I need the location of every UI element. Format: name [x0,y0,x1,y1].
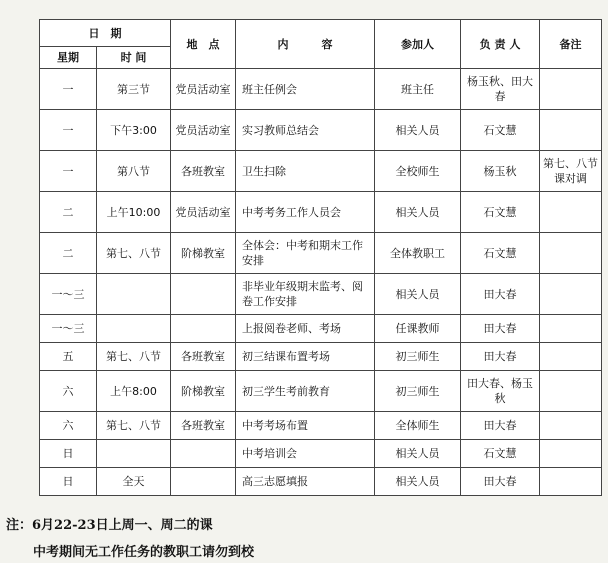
cell-location [171,274,236,315]
cell-content: 班主任例会 [236,69,375,110]
table-row [40,371,602,412]
cell-weekday: 日 [40,468,97,496]
cell-responsible: 田大春 [461,343,540,371]
schedule-table-body [40,20,602,496]
cell-remarks [540,233,602,274]
cell-time: 上午8:00 [97,371,171,412]
cell-remarks [540,192,602,233]
header-time: 时 间 [97,47,171,69]
table-row [40,151,602,192]
cell-weekday: 一 [40,151,97,192]
cell-location [171,440,236,468]
cell-time: 上午10:00 [97,192,171,233]
cell-weekday: 日 [40,440,97,468]
cell-weekday: 五 [40,343,97,371]
header-date-group: 日 期 [40,20,171,47]
cell-content: 中考考务工作人员会 [236,192,375,233]
cell-content: 中考考场布置 [236,412,375,440]
table-row [40,412,602,440]
cell-responsible: 田大春 [461,412,540,440]
cell-remarks [540,412,602,440]
cell-remarks [540,343,602,371]
cell-weekday: 二 [40,233,97,274]
header-weekday: 星期 [40,47,97,69]
cell-participants: 相关人员 [375,440,461,468]
cell-remarks: 第七、八节课对调 [540,151,602,192]
weekly-schedule-table [39,19,602,496]
cell-content: 高三志愿填报 [236,468,375,496]
cell-responsible: 田大春 [461,274,540,315]
cell-time: 第三节 [97,69,171,110]
header-participants: 参加人 [375,20,461,69]
cell-participants: 相关人员 [375,110,461,151]
cell-content: 上报阅卷老师、考场 [236,315,375,343]
cell-location: 党员活动室 [171,69,236,110]
cell-location: 各班教室 [171,151,236,192]
cell-weekday: 一 [40,110,97,151]
cell-participants: 全体师生 [375,412,461,440]
cell-responsible: 田大春、杨玉秋 [461,371,540,412]
note-line-1: 注：6月22-23日上周一、周二的课 [6,518,213,533]
cell-participants: 全体教职工 [375,233,461,274]
cell-weekday: 六 [40,371,97,412]
header-row-top [40,20,602,47]
cell-responsible: 石文慧 [461,440,540,468]
table-row [40,468,602,496]
cell-participants: 任课教师 [375,315,461,343]
cell-participants: 班主任 [375,69,461,110]
cell-participants: 初三师生 [375,343,461,371]
note-line-2: 中考期间无工作任务的教职工请勿到校 [33,545,255,560]
table-row [40,343,602,371]
cell-weekday: 六 [40,412,97,440]
cell-participants: 相关人员 [375,274,461,315]
cell-weekday: 一～三 [40,315,97,343]
cell-location [171,468,236,496]
cell-content: 初三结课布置考场 [236,343,375,371]
cell-location: 各班教室 [171,412,236,440]
cell-content: 非毕业年级期末监考、阅卷工作安排 [236,274,375,315]
cell-responsible: 石文慧 [461,233,540,274]
table-row [40,110,602,151]
cell-participants: 相关人员 [375,468,461,496]
cell-time: 第八节 [97,151,171,192]
cell-remarks [540,110,602,151]
cell-weekday: 二 [40,192,97,233]
cell-remarks [540,371,602,412]
cell-content: 卫生扫除 [236,151,375,192]
cell-remarks [540,315,602,343]
cell-content: 实习教师总结会 [236,110,375,151]
header-content: 内 容 [236,20,375,69]
cell-time: 第七、八节 [97,343,171,371]
table-row [40,315,602,343]
cell-remarks [540,440,602,468]
cell-location: 党员活动室 [171,110,236,151]
cell-participants: 初三师生 [375,371,461,412]
cell-participants: 相关人员 [375,192,461,233]
cell-location [171,315,236,343]
header-responsible: 负 责 人 [461,20,540,69]
cell-responsible: 田大春 [461,468,540,496]
table-row [40,233,602,274]
cell-responsible: 田大春 [461,315,540,343]
cell-time: 全天 [97,468,171,496]
table-row [40,192,602,233]
cell-participants: 全校师生 [375,151,461,192]
table-row [40,440,602,468]
cell-time: 第七、八节 [97,412,171,440]
cell-time [97,274,171,315]
cell-location: 阶梯教室 [171,233,236,274]
cell-content: 中考培训会 [236,440,375,468]
cell-time: 第七、八节 [97,233,171,274]
cell-responsible: 杨玉秋 [461,151,540,192]
header-location: 地 点 [171,20,236,69]
cell-responsible: 石文慧 [461,192,540,233]
cell-content: 初三学生考前教育 [236,371,375,412]
cell-location: 党员活动室 [171,192,236,233]
cell-weekday: 一 [40,69,97,110]
cell-weekday: 一～三 [40,274,97,315]
table-row [40,69,602,110]
cell-time [97,440,171,468]
cell-responsible: 杨玉秋、田大春 [461,69,540,110]
cell-location: 各班教室 [171,343,236,371]
cell-content: 全体会：中考和期末工作安排 [236,233,375,274]
cell-remarks [540,69,602,110]
cell-remarks [540,468,602,496]
header-remarks: 备注 [540,20,602,69]
table-row [40,274,602,315]
cell-location: 阶梯教室 [171,371,236,412]
cell-responsible: 石文慧 [461,110,540,151]
cell-time [97,315,171,343]
cell-time: 下午3:00 [97,110,171,151]
cell-remarks [540,274,602,315]
